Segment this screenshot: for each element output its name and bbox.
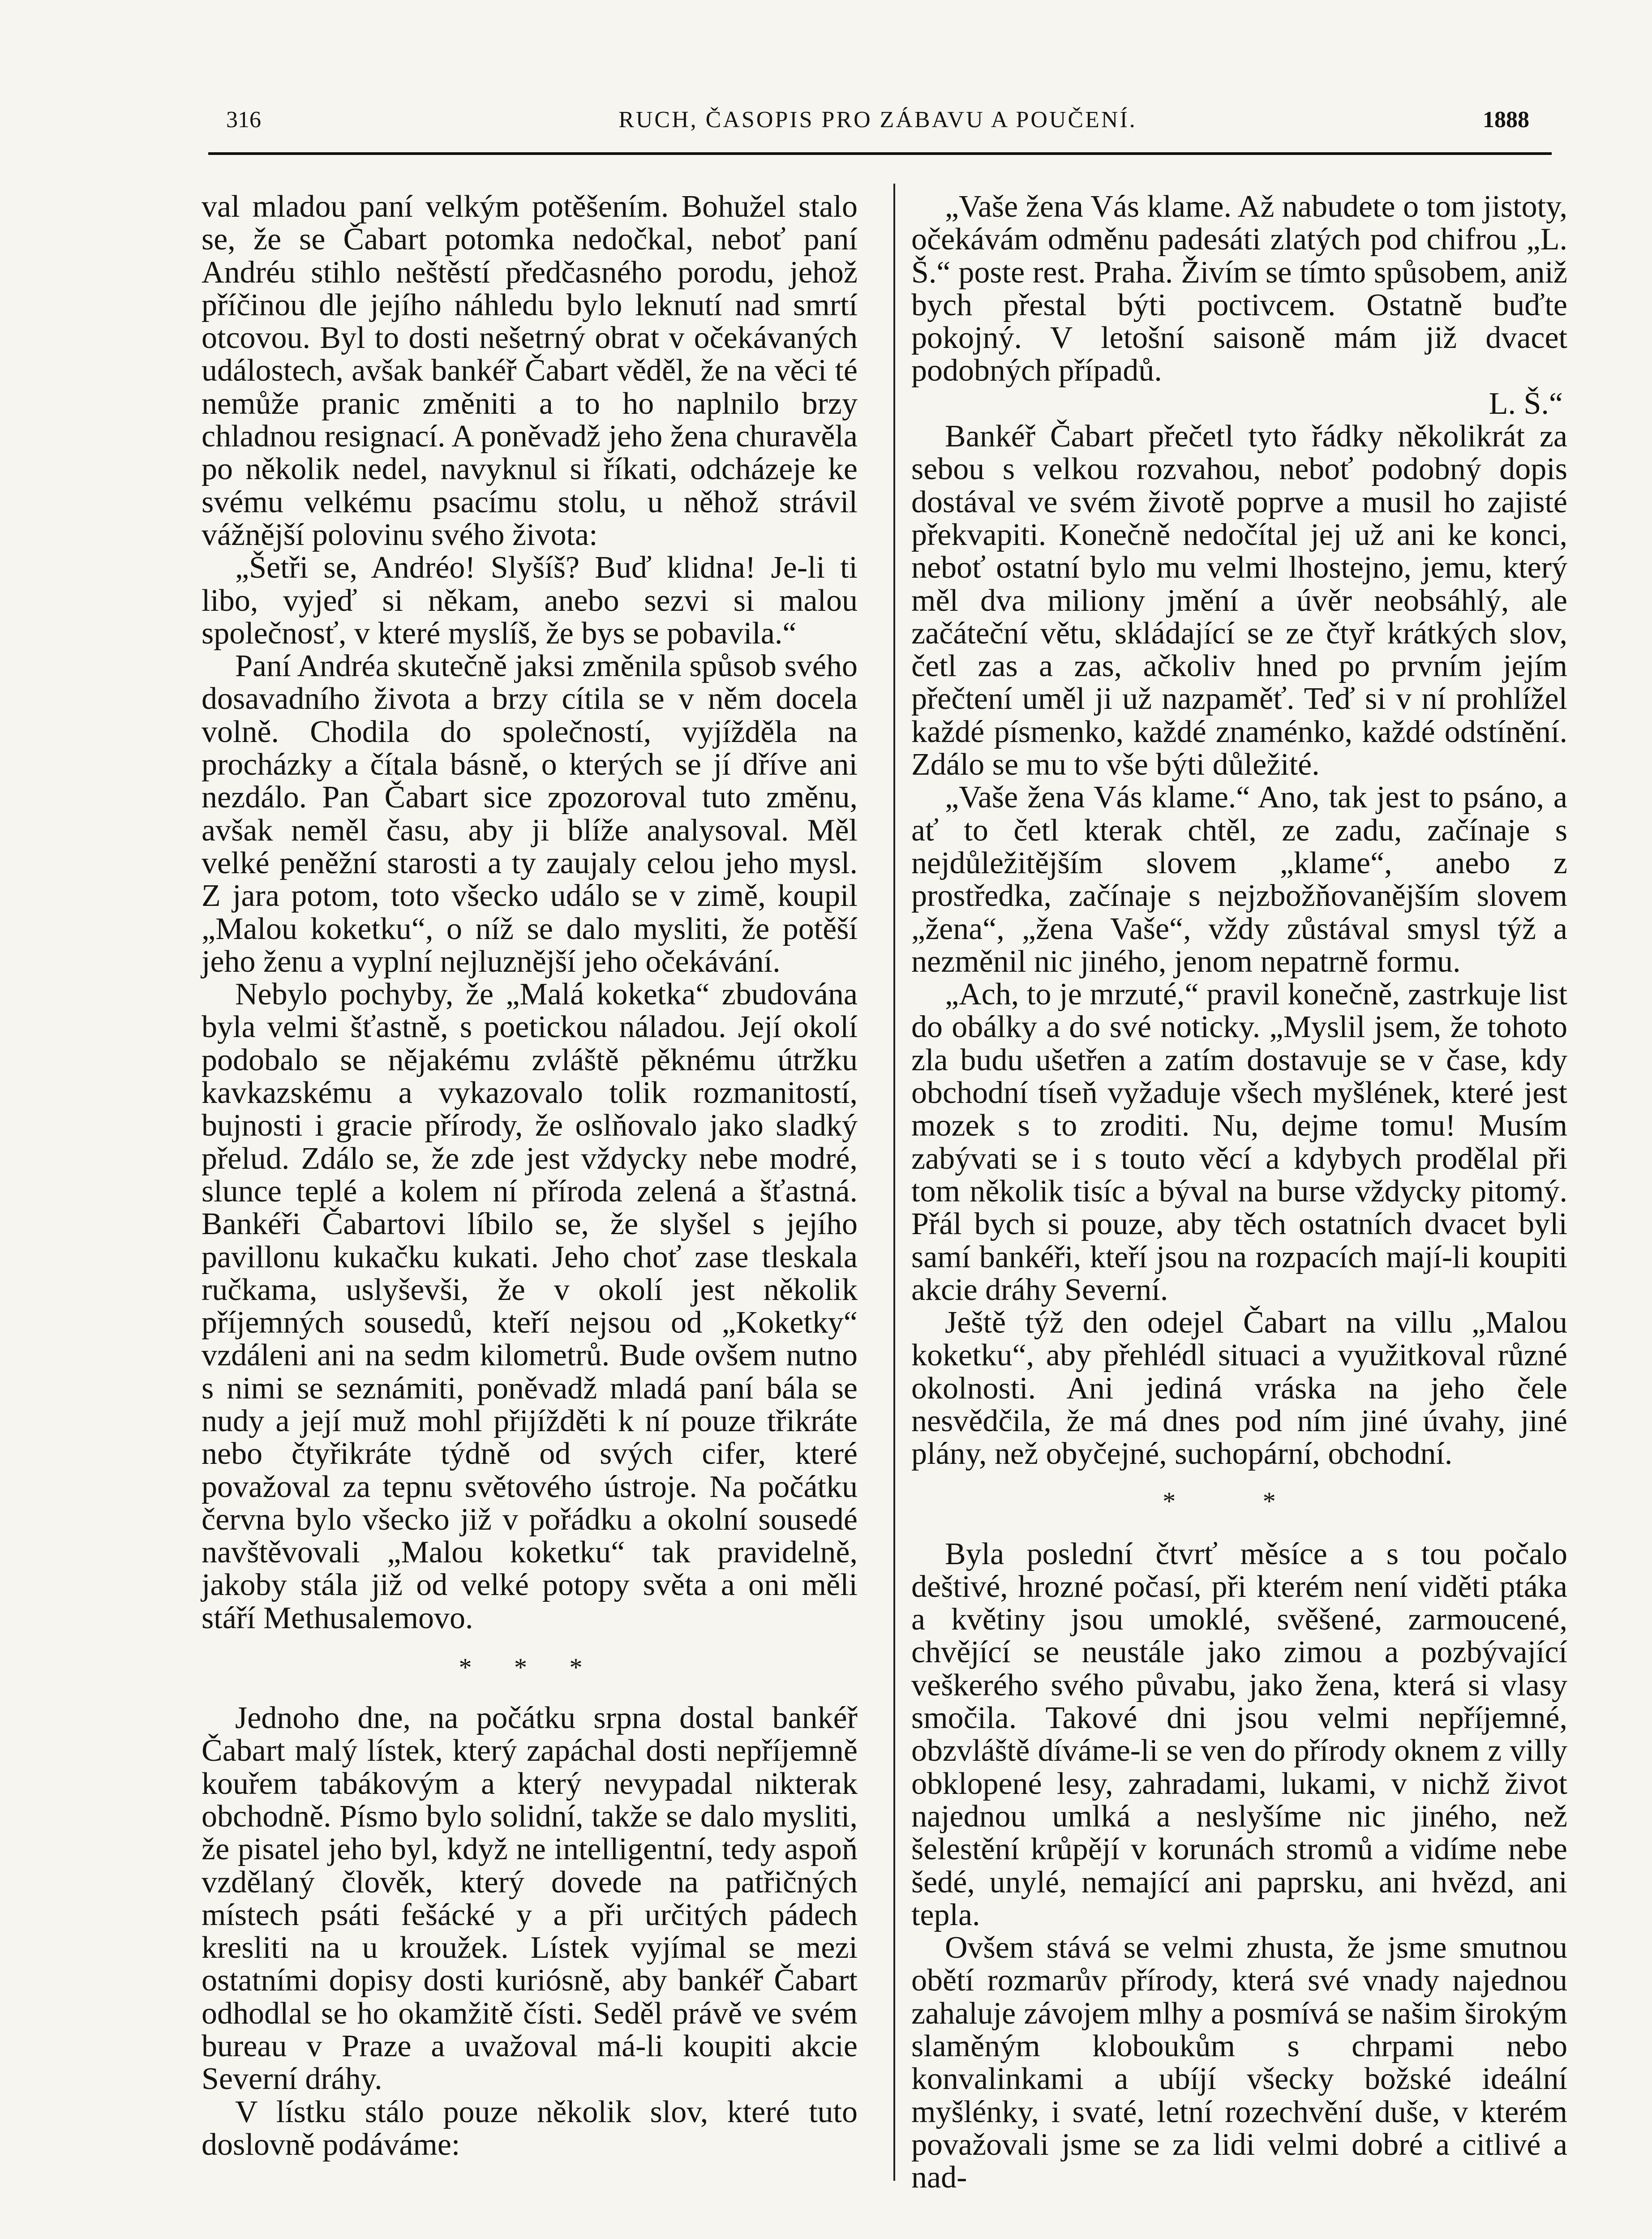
right-paragraph-3: „Vaše žena Vás klame.“ Ano, tak jest to psáno, a ať to četl kterak chtěl, ze zadu, začínaje s nejdůležitějším slovem „klame“, anebo z prostředka, začínaje s nejzbožňovanějším slovem „žena“, „žena Vaše“, vždy zůstával smysl týž a nezměnil nic jiného, jenom nepatrně formu. [911,780,1567,979]
left-column [202,190,858,2161]
left-paragraph-6: V lístku stálo pouze několik slov, které tuto doslovně podáváme: [202,2094,858,2162]
section-break-stars [202,1634,858,1702]
right-paragraph-7: Ovšem stává se velmi zhusta, že jsme smutnou obětí rozmarův přírody, která své vnady najednou zahaluje závojem mlhy a posmívá se našim širokým slaměným kloboukům s chrpami nebo konvalinkami a ubíjí všecky božské ideální myšlénky, i svaté, letní rozechvění duše, v kterém považovali jsme se za lidi velmi dobré a citlivé a nad- [911,1930,1567,2195]
header-rule [208,152,1552,155]
column-divider [893,184,895,2181]
right-paragraph-2: Bankéř Čabart přečetl tyto řádky několikrát za sebou s velkou rozvahou, neboť podobný dopis dostával ve svém životě poprve a musil ho zajisté překvapiti. Konečně nedočítal jej už ani ke konci, neboť ostatní bylo mu velmi lhostejno, jemu, který měl dva miliony jmění a úvěr neobsáhlý, ale začáteční větu, skládající se ze čtyř krátkých slov, četl zas a zas, ačkoliv hned po prvním jejím přečtení uměl ji už nazpaměť. Teď si v ní prohlížel každé písmenko, každé znaménko, každé odstínění. Zdálo se mu to vše býti důležité. [911,419,1567,782]
journal-title: RUCH, ČASOPIS PRO ZÁBAVU A POUČENÍ. [618,107,1137,133]
right-paragraph-4: „Ach, to je mrzuté,“ pravil konečně, zastrkuje list do obálky a do své noticky. „Myslil jsem, že tohoto zla budu ušetřen a zatím dostavuje se v čase, kdy obchodní tíseň vyžaduje všech myšlének, které jest mozek s to zroditi. Nu, dejme tomu! Musím zabývati se i s touto věcí a kdybych prodělal při tom několik tisíc a býval na burse vždycky pitomý. Přál bych si pouze, aby těch ostatních dvacet byli samí bankéři, kteří jsou na rozpacích mají-li koupiti akcie dráhy Severní. [911,977,1567,1307]
right-paragraph-5: Ještě týž den odejel Čabart na villu „Malou koketku“, aby přehlédl situaci a využitkoval různé okolnosti. Ani jediná vráska na jeho čele nesvědčila, že má dnes pod ním jiné úvahy, jiné plány, než obyčejné, suchopární, obchodní. [911,1305,1567,1471]
left-paragraph-4: Nebylo pochyby, že „Malá koketka“ zbudována byla velmi šťastně, s poetickou náladou. Její okolí podobalo se nějakému zvláště pěknému útržku kavkazskému a vykazovalo tolik rozmanitostí, bujnosti i gracie přírody, že oslňovalo jako sladký přelud. Zdálo se, že zde jest vždycky nebe modré, slunce teplé a kolem ní příroda zelená a šťastná. Bankéři Čabartovi líbilo se, že slyšel s jejího pavillonu kukačku kukati. Jeho choť zase tleskala ručkama, uslyševši, že v okolí jest několik příjemných sousedů, kteří nejsou od „Koketky“ vzdáleni ani na sedm kilometrů. Bude ovšem nutno s nimi se seznámiti, poněvadž mladá paní bála se nudy a její muž mohl přijížděti k ní pouze třikráte nebo čtyřikráte týdně od svých cifer, které považoval za tepnu světového ústroje. Na počátku června bylo všecko již v pořádku a okolní sousedé navštěvovali „Malou koketku“ tak pravidelně, jakoby stála již od velké potopy světa a oni měli stáří Methusalemovo. [202,977,858,1635]
stars-text: * * * [459,1653,601,1682]
right-column [911,190,1567,2194]
letter-text: „Vaše žena Vás klame. Až nabudete o tom jistoty, očekávám odměnu padesáti zlatých pod chifrou „L. Š.“ poste rest. Praha. Živím se tímto spůsobem, aniž bych přestal býti poctivcem. Ostatně buďte pokojný. V letošní saisoně mám již dvacet podobných případů. [911,189,1567,388]
left-paragraph-1: val mladou paní velkým potěšením. Bohužel stalo se, že se Čabart potomka nedočkal, neboť paní Andréu stihlo neštěstí předčasného porodu, jehož příčinou dle jejího náhledu bylo leknutí nad smrtí otcovou. Byl to dosti nešetrný obrat v očekávaných událostech, avšak bankéř Čabart věděl, že na věci té nemůže pranic změniti a to ho naplnilo brzy chladnou resignací. A poněvadž jeho žena churavěla po několik nedel, navyknul si říkati, odcházeje ke svému velkému psacímu stolu, u něhož strávil vážnější polovinu svého života: [202,189,858,552]
stars-text: * * [1163,1486,1316,1516]
section-break-stars [911,1471,1567,1538]
left-paragraph-5: Jednoho dne, na počátku srpna dostal bankéř Čabart malý lístek, který zapáchal dosti nepříjemně kouřem tabákovým a který nevypadal nikterak obchodně. Písmo bylo solidní, takže se dalo mysliti, že pisatel jeho byl, když ne intelligentní, tedy aspoň vzdělaný člověk, který dovede na patřičných místech psáti fešácké y a při určitých pádech kresliti na u kroužek. Lístek vyjímal se mezi ostatními dopisy dosti kuriósně, aby bankéř Čabart odhodlal se ho okamžitě čísti. Seděl právě ve svém bureau v Praze a uvažoval má-li koupiti akcie Severní dráhy. [202,1701,858,2097]
right-paragraph-6: Byla poslední čtvrť měsíce a s tou počalo deštivé, hrozné počasí, při kterém není viděti ptáka a květiny jsou umoklé, svěšené, zarmoucené, chvějící se neustále jako zimou a pozbývající veškerého svého půvabu, jako žena, která si vlasy smočila. Takové dni jsou velmi nepříjemné, obzvláště díváme-li se ven do přírody oknem z villy obklopené lesy, zahradami, lukami, v nichž život najednou umlká a neslyšíme nic jiného, než šelestění krůpějí v korunách stromů a vidíme nebe šedé, unylé, nemající ani paprsku, ani hvězd, ani tepla. [911,1536,1567,1932]
left-paragraph-3: Paní Andréa skutečně jaksi změnila spůsob svého dosavadního života a brzy cítila se v něm docela volně. Chodila do společností, vyjížděla na procházky a čítala básně, o kterých se jí dříve ani nezdálo. Pan Čabart sice zpozoroval tuto změnu, avšak neměl času, aby ji blíže analysoval. Měl velké peněžní starosti a ty zaujaly celou jeho mysl. Z jara potom, toto všecko událo se v zimě, koupil „Malou koketku“, o níž se dalo mysliti, že potěší jeho ženu a vyplní nejluznější jeho očekávání. [202,649,858,979]
letter-signature: L. Š.“ [1489,386,1563,421]
page-number: 316 [226,107,261,133]
year: 1888 [1483,107,1529,133]
left-paragraph-2: „Šetři se, Andréo! Slyšíš? Buď klidna! Je-li ti libo, vyjeď si někam, anebo sezvi si malou společnosť, v které myslíš, že bys se pobavila.“ [202,550,858,651]
page-header [208,107,1547,156]
